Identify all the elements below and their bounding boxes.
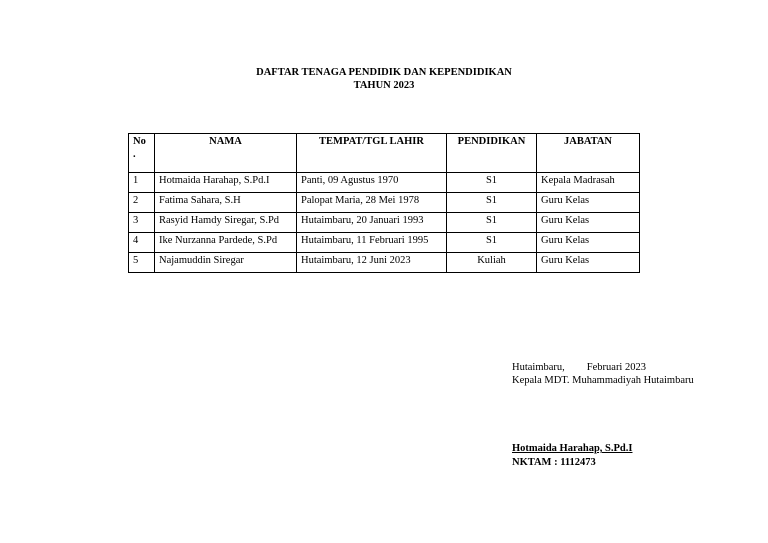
- header-no: No .: [129, 134, 155, 173]
- cell-jabatan: Guru Kelas: [537, 253, 640, 273]
- cell-nama: Hotmaida Harahap, S.Pd.I: [155, 173, 297, 193]
- signature-date: Februari 2023: [586, 362, 646, 373]
- cell-nama: Rasyid Hamdy Siregar, S.Pd: [155, 213, 297, 233]
- cell-jabatan: Kepala Madrasah: [537, 173, 640, 193]
- signature-position: Kepala MDT. Muhammadiyah Hutaimbaru: [512, 375, 694, 386]
- cell-jabatan: Guru Kelas: [537, 193, 640, 213]
- document-title: DAFTAR TENAGA PENDIDIK DAN KEPENDIDIKAN: [256, 67, 512, 78]
- cell-nama: Najamuddin Siregar: [155, 253, 297, 273]
- header-jabatan: JABATAN: [537, 134, 640, 173]
- signature-name: Hotmaida Harahap, S.Pd.I: [512, 443, 633, 454]
- cell-pendidikan: S1: [447, 173, 537, 193]
- cell-pendidikan: S1: [447, 213, 537, 233]
- cell-jabatan: Guru Kelas: [537, 233, 640, 253]
- cell-no: 4: [129, 233, 155, 253]
- header-tempat-tgl-lahir: TEMPAT/TGL LAHIR: [297, 134, 447, 173]
- cell-pendidikan: S1: [447, 193, 537, 213]
- cell-ttl: Panti, 09 Agustus 1970: [297, 173, 447, 193]
- cell-nama: Ike Nurzanna Pardede, S.Pd: [155, 233, 297, 253]
- cell-no: 5: [129, 253, 155, 273]
- table-header-row: [129, 134, 640, 173]
- header-pendidikan: PENDIDIKAN: [447, 134, 537, 173]
- cell-pendidikan: Kuliah: [447, 253, 537, 273]
- cell-ttl: Hutaimbaru, 12 Juni 2023: [297, 253, 447, 273]
- signature-place-date: [512, 361, 646, 374]
- table-row: [129, 173, 640, 193]
- cell-ttl: Hutaimbaru, 11 Februari 1995: [297, 233, 447, 253]
- header-nama: NAMA: [155, 134, 297, 173]
- cell-no: 3: [129, 213, 155, 233]
- table-row: [129, 213, 640, 233]
- signature-id-number: NKTAM : 1112473: [512, 457, 596, 468]
- document-subtitle-year: TAHUN 2023: [353, 80, 415, 91]
- signature-place: Hutaimbaru,: [512, 362, 565, 373]
- cell-ttl: Palopat Maria, 28 Mei 1978: [297, 193, 447, 213]
- table-row: [129, 233, 640, 253]
- staff-table: [128, 133, 640, 273]
- cell-ttl: Hutaimbaru, 20 Januari 1993: [297, 213, 447, 233]
- cell-jabatan: Guru Kelas: [537, 213, 640, 233]
- cell-pendidikan: S1: [447, 233, 537, 253]
- table-row: [129, 193, 640, 213]
- cell-no: 1: [129, 173, 155, 193]
- table-row: [129, 253, 640, 273]
- cell-nama: Fatima Sahara, S.H: [155, 193, 297, 213]
- cell-no: 2: [129, 193, 155, 213]
